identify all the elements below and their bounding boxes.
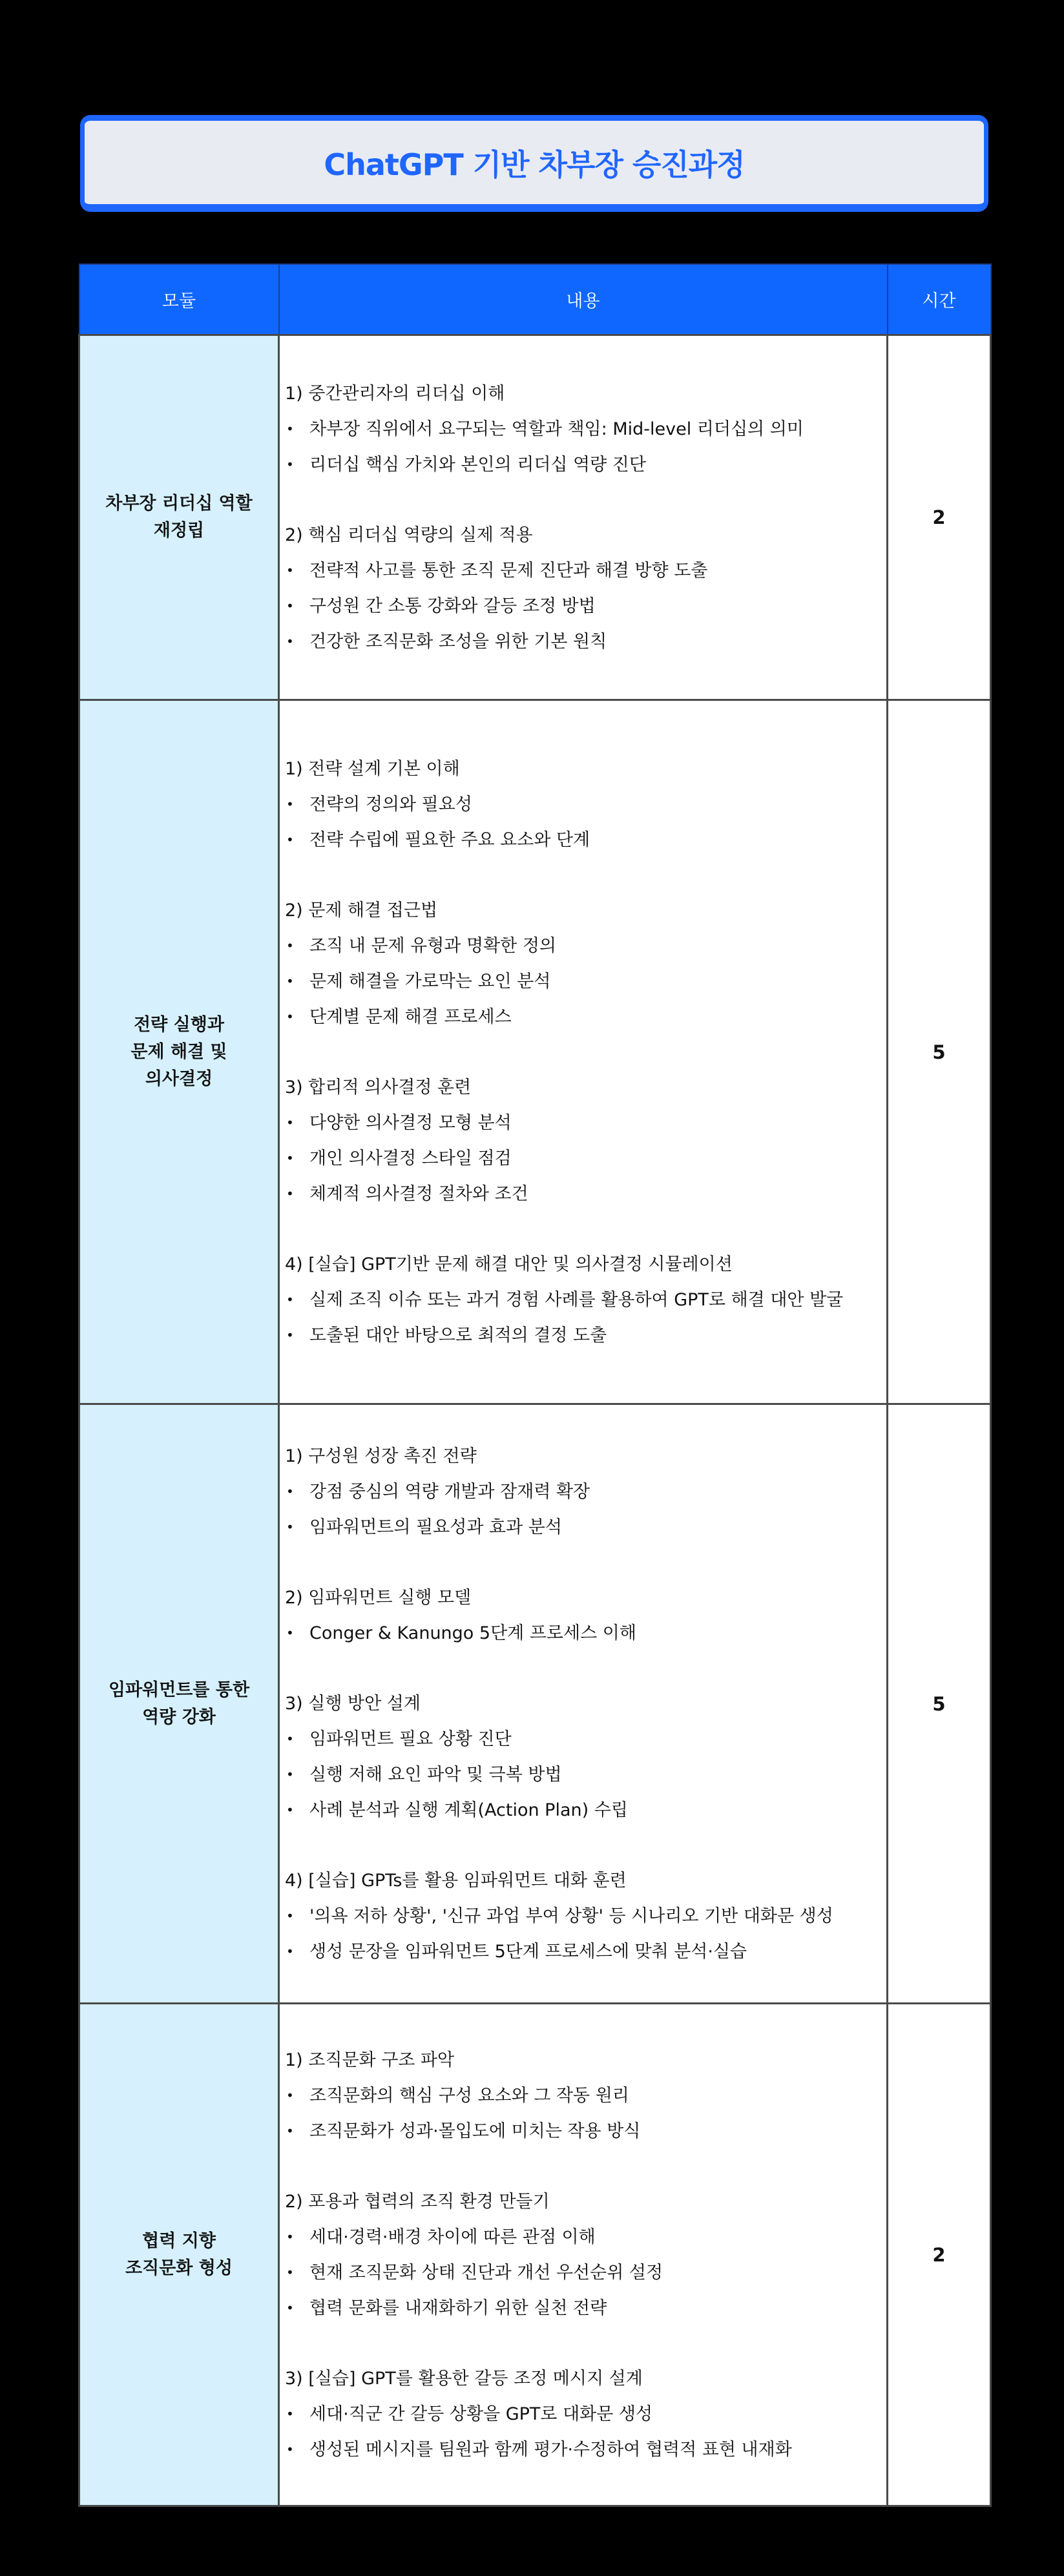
section-title: 3) 실행 방안 설계 xyxy=(285,1693,421,1714)
table-row xyxy=(79,2004,991,2506)
list-item: • 체계적 의사결정 절차와 조건 xyxy=(285,1176,880,1212)
list-item: • 세대·경력·배경 차이에 따른 관점 이해 xyxy=(285,2219,880,2255)
list-item: • 임파워먼트의 필요성과 효과 분석 xyxy=(285,1510,880,1545)
module-cell: 전략 실행과 문제 해결 및 의사결정 xyxy=(79,700,279,1404)
list-item: • '의욕 저하 상황', '신규 과업 부여 상황' 등 시나리오 기반 대화문 생성 xyxy=(285,1898,880,1934)
list-item: • 리더십 핵심 가치와 본인의 리더십 역량 진단 xyxy=(285,447,880,483)
list-item: • 실행 저해 요인 파악 및 극복 방법 xyxy=(285,1757,880,1792)
list-item: • 협력 문화를 내재화하기 위한 실천 전략 xyxy=(285,2290,880,2326)
hours-cell: 2 xyxy=(888,335,991,700)
content-cell xyxy=(279,1404,888,2004)
section-title: 1) 중간관리자의 리더십 이해 xyxy=(285,383,505,404)
content-section xyxy=(285,1247,880,1353)
list-item: • 도출된 대안 바탕으로 최적의 결정 도출 xyxy=(285,1318,880,1353)
hours-cell: 5 xyxy=(888,700,991,1404)
section-title: 1) 구성원 성장 촉진 전략 xyxy=(285,1446,477,1466)
content-section xyxy=(285,517,880,660)
list-item: • 실제 조직 이슈 또는 과거 경험 사례를 활용하여 GPT로 해결 대안 발굴 xyxy=(285,1282,880,1318)
table-row xyxy=(79,335,991,700)
header-module: 모듈 xyxy=(79,264,279,335)
hours-cell: 2 xyxy=(888,2004,991,2506)
content-section xyxy=(285,1070,880,1212)
list-item: • 전략 수립에 필요한 주요 요소와 단계 xyxy=(285,822,880,858)
table-row xyxy=(79,700,991,1404)
content-section xyxy=(285,893,880,1035)
list-item: • 단계별 문제 해결 프로세스 xyxy=(285,999,880,1035)
list-item: • 전략의 정의와 필요성 xyxy=(285,787,880,822)
list-item: • 차부장 직위에서 요구되는 역할과 책임: Mid-level 리더십의 의미 xyxy=(285,411,880,447)
list-item: • 개인 의사결정 스타일 점검 xyxy=(285,1141,880,1176)
curriculum-table xyxy=(78,264,992,2507)
list-item: • 조직문화가 성과·몰입도에 미치는 작용 방식 xyxy=(285,2114,880,2149)
section-title: 2) 포용과 협력의 조직 환경 만들기 xyxy=(285,2191,550,2212)
table-header-row xyxy=(79,264,991,335)
section-title: 3) [실습] GPT를 활용한 갈등 조정 메시지 설계 xyxy=(285,2368,643,2389)
content-cell xyxy=(279,335,888,700)
section-title: 1) 조직문화 구조 파악 xyxy=(285,2050,455,2070)
header-hours: 시간 xyxy=(888,264,991,335)
module-cell: 차부장 리더십 역할 재정립 xyxy=(79,335,279,700)
content-section xyxy=(285,2042,880,2149)
list-item: • 생성된 메시지를 팀원과 함께 평가·수정하여 협력적 표현 내재화 xyxy=(285,2432,880,2467)
table-row xyxy=(79,1404,991,2004)
content-cell xyxy=(279,2004,888,2506)
content-section xyxy=(285,1686,880,1828)
section-title: 4) [실습] GPTs를 활용 임파워먼트 대화 훈련 xyxy=(285,1870,627,1891)
section-title: 4) [실습] GPT기반 문제 해결 대안 및 의사결정 시뮬레이션 xyxy=(285,1254,733,1274)
content-section xyxy=(285,751,880,858)
list-item: • 현재 조직문화 상태 진단과 개선 우선순위 설정 xyxy=(285,2255,880,2290)
list-item: • Conger & Kanungo 5단계 프로세스 이해 xyxy=(285,1615,880,1651)
content-section xyxy=(285,1863,880,1969)
content-section xyxy=(285,1439,880,1545)
header-content: 내용 xyxy=(279,264,888,335)
content-section xyxy=(285,2361,880,2467)
list-item: • 건강한 조직문화 조성을 위한 기본 원칙 xyxy=(285,624,880,660)
content-section xyxy=(285,2184,880,2326)
list-item: • 문제 해결을 가로막는 요인 분석 xyxy=(285,964,880,999)
section-title: 2) 임파워먼트 실행 모델 xyxy=(285,1587,472,1608)
list-item: • 전략적 사고를 통한 조직 문제 진단과 해결 방향 도출 xyxy=(285,553,880,588)
section-title: 3) 합리적 의사결정 훈련 xyxy=(285,1077,472,1097)
list-item: • 임파워먼트 필요 상황 진단 xyxy=(285,1721,880,1757)
section-title: 2) 핵심 리더십 역량의 실제 적용 xyxy=(285,525,533,545)
content-cell xyxy=(279,700,888,1404)
section-title: 1) 전략 설계 기본 이해 xyxy=(285,758,460,779)
list-item: • 다양한 의사결정 모형 분석 xyxy=(285,1105,880,1141)
title-banner xyxy=(80,115,988,212)
list-item: • 조직문화의 핵심 구성 요소와 그 작동 원리 xyxy=(285,2078,880,2114)
hours-cell: 5 xyxy=(888,1404,991,2004)
content-section xyxy=(285,376,880,483)
section-title: 2) 문제 해결 접근법 xyxy=(285,900,438,920)
page-title: ChatGPT 기반 차부장 승진과정 xyxy=(324,147,745,182)
content-section xyxy=(285,1580,880,1651)
list-item: • 강점 중심의 역량 개발과 잠재력 확장 xyxy=(285,1474,880,1510)
list-item: • 생성 문장을 임파워먼트 5단계 프로세스에 맞춰 분석·실습 xyxy=(285,1934,880,1969)
list-item: • 구성원 간 소통 강화와 갈등 조정 방법 xyxy=(285,588,880,624)
list-item: • 조직 내 문제 유형과 명확한 정의 xyxy=(285,928,880,964)
list-item: • 사례 분석과 실행 계획(Action Plan) 수립 xyxy=(285,1792,880,1828)
module-cell: 협력 지향 조직문화 형성 xyxy=(79,2004,279,2506)
list-item: • 세대·직군 간 갈등 상황을 GPT로 대화문 생성 xyxy=(285,2396,880,2432)
module-cell: 임파워먼트를 통한 역량 강화 xyxy=(79,1404,279,2004)
